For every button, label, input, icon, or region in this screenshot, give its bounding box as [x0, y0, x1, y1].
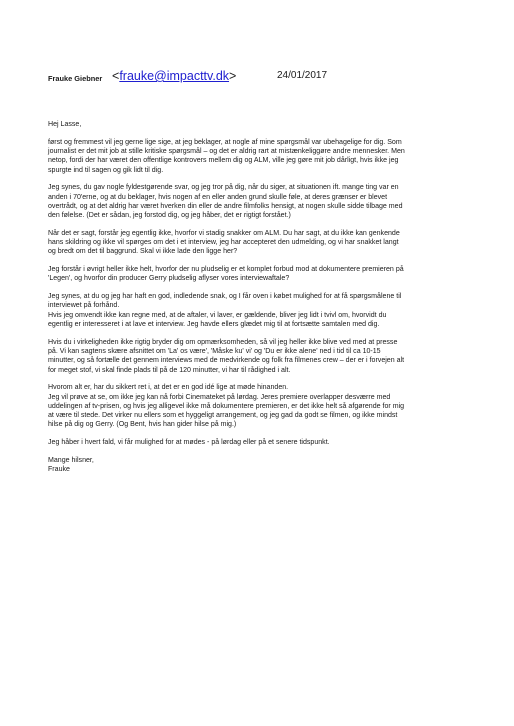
greeting: Hej Lasse, [48, 121, 82, 128]
letter-body [48, 120, 476, 483]
letter-date: 24/01/2017 [277, 70, 328, 81]
closing: Mange hilsner, [48, 456, 94, 464]
signature: Frauke [48, 466, 70, 474]
paragraph: Jeg forstår i øvrigt heller ikke helt, hvorfor der nu pludselig er et komplet forbud mod at dokumentere premieren på 'Legen', og hvorfor din producer Gerry pludselig aflyser vores interviewaftale? [48, 266, 404, 283]
sender-name: Frauke Giebner [48, 74, 103, 83]
paragraph: først og fremmest vil jeg gerne lige sige, at jeg beklager, at nogle af mine spørgsmål var ubehagelige for dig. Som journalist er det mit job at stille kritiske spørgsmål – og det er aldrig rart at mistænkeliggøre andre mennesker. Men netop, fordi der har været den offentlige kontrovers mellem dig og ALM, ville jeg gøre mit job dårligt, hvis ikke jeg spurgte ind til sagen og gik lidt til dig. [48, 138, 405, 174]
paragraph: Hvis jeg omvendt ikke kan regne med, at de aftaler, vi laver, er gældende, bliver jeg lidt i tvivl om, hvorvidt du egentlig er interesseret i at lave et interview. Jeg havde ellers glædet mig til at fortsætte samtalen med dig. [48, 311, 387, 328]
paragraph: Jeg synes, du gav nogle fyldestgørende svar, og jeg tror på dig, når du siger, at situationen ift. mange ting var en anden i 70'erne, og at du beklager, hvis nogen af en eller anden grund skulle føle, at deres grænser er blevet overtrådt, og at det aldrig har været hverken din eller de andre filmfolks hensigt, at nogen skulle sidde tilbage med den følelse. (Det er sådan, jeg forstod dig, og jeg håber, det er rigtigt forstået.) [48, 184, 403, 220]
paragraph: Jeg synes, at du og jeg har haft en god, indledende snak, og I får oven i købet mulighed for at få spørgsmålene til interviewet på forhånd. [48, 293, 402, 310]
paragraph: Når det er sagt, forstår jeg egentlig ikke, hvorfor vi stadig snakker om ALM. Du har sagt, at du ikke kan genkende hans skildring og ikke vil spørges om det i et interview, jeg har accepteret den udmelding, og vi har snakket langt og bredt om det til baggrund. Skal vi ikke lade den ligge her? [48, 229, 400, 256]
paragraph: Hvorom alt er, har du sikkert ret i, at det er en god idé lige at møde hinanden. [48, 384, 289, 392]
email-open-bracket: < [112, 69, 120, 83]
email-close-bracket: > [229, 69, 237, 83]
paragraph: Jeg vil prøve at se, om ikke jeg kan nå forbi Cinemateket på lørdag. Jeres premiere overlapper desværre med uddelingen af tv-prisen, og hvis jeg alligevel ikke må dokumentere premieren, er det ikke helt så afgørende for mig at være til stede. Det virker nu ellers som et hyggeligt arrangement, og jeg gad da godt se filmen, og ikke mindst hilse på dig og Gerry. (Og Bent, hvis han gider hilse på mig.) [48, 393, 405, 429]
paragraph: Jeg håber i hvert fald, vi får mulighed for at mødes - på lørdag eller på et senere tidspunkt. [48, 439, 330, 447]
letter-header [48, 70, 468, 92]
sender-email-block [112, 69, 236, 83]
paragraph: Hvis du i virkeligheden ikke rigtig bryder dig om opmærksomheden, så vil jeg heller ikke blive ved med at presse på. Vi kan sagtens skære afsnittet om 'La' os være', 'Måske ku' vi' og 'Du er ikke alene' ned i tid til ca 10-15 minutter, og så fortælle det gennem interviews med de medvirkende og folk fra filmenes crew – der er i forvejen alt for meget stof, vi skal finde plads til på de 120 minutter, vi har til rådighed i alt. [48, 338, 405, 374]
sender-email-link[interactable]: frauke@impacttv.dk [119, 69, 230, 83]
